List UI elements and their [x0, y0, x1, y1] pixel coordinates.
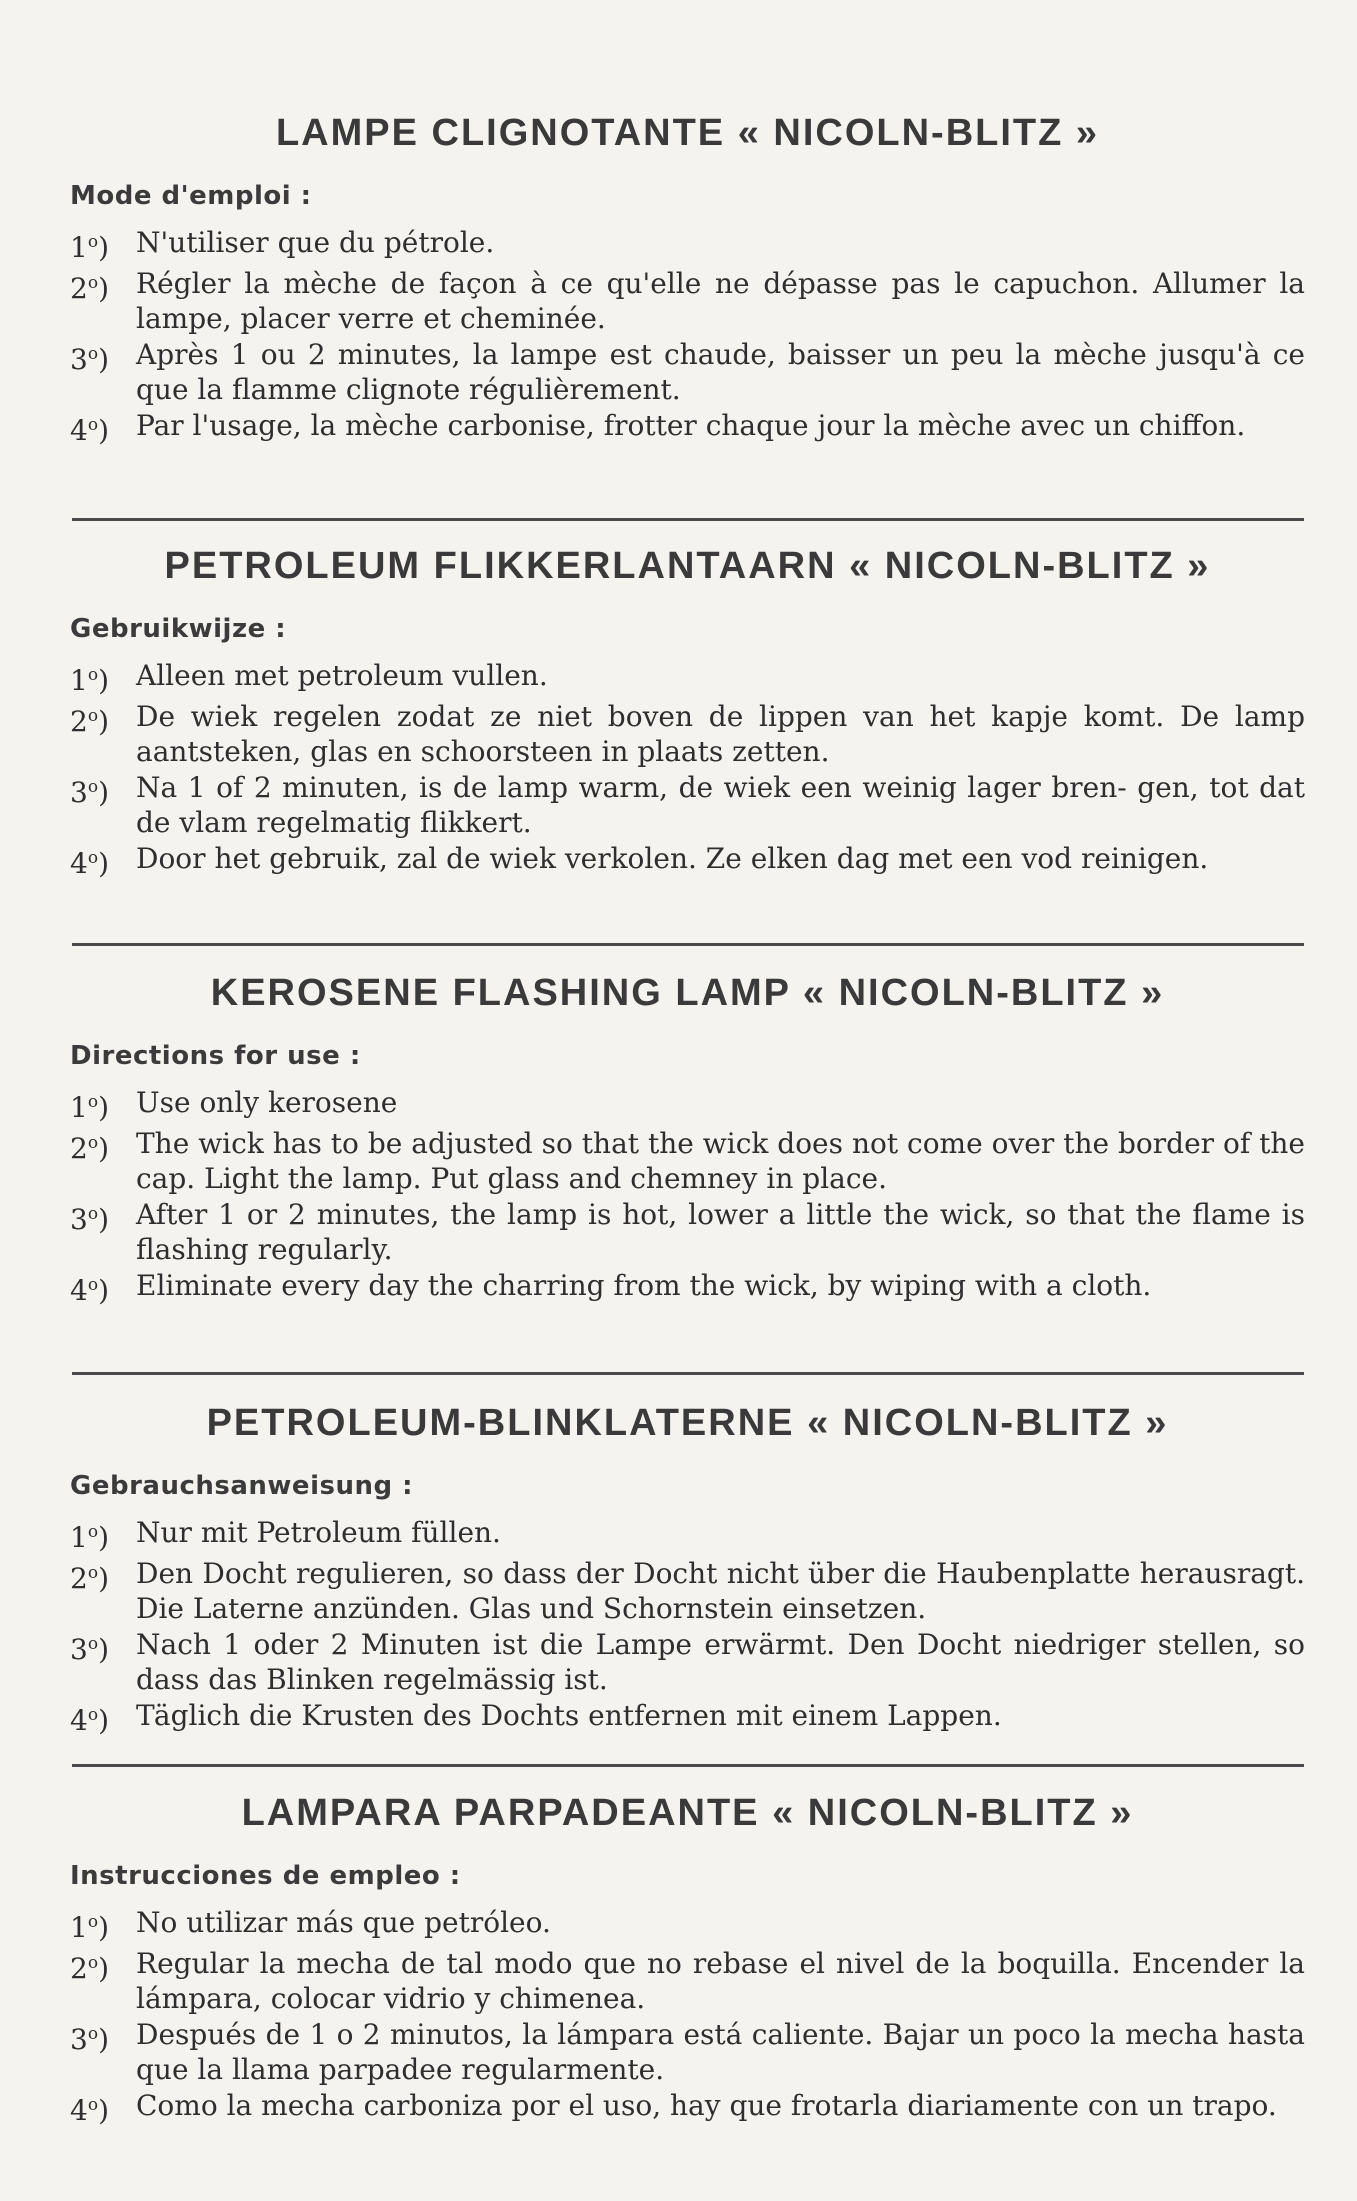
step-text: De wiek regelen zodat ze niet boven de lippen van het kapje komt. De lamp aantsteken, glas en schoorsteen in plaats zetten.	[136, 699, 1305, 768]
step-text: Después de 1 o 2 minutos, la lámpara está caliente. Bajar un poco la mecha hasta que la llama parpadee regularmente.	[136, 2017, 1305, 2086]
section-english	[70, 972, 1305, 1308]
step-number: 3$^o$)	[70, 2022, 110, 2056]
divider	[72, 1372, 1304, 1375]
step-number: 3$^o$)	[70, 775, 110, 809]
step-text: Use only kerosene	[136, 1086, 398, 1119]
step-number: 1$^o$)	[70, 664, 110, 697]
step-item	[70, 225, 1305, 266]
divider	[72, 518, 1304, 521]
step-item	[70, 658, 1305, 699]
step-text: Door het gebruik, zal de wiek verkolen. Ze elken dag met een vod reinigen.	[136, 841, 1209, 875]
divider	[72, 1764, 1304, 1767]
section-title: LAMPARA PARPADEANTE « NICOLN-BLITZ »	[241, 1792, 1134, 1834]
section-subtitle: Directions for use :	[70, 1041, 361, 1071]
steps-list	[70, 658, 1305, 881]
step-item	[70, 1515, 1305, 1556]
step-text: Täglich die Krusten des Dochts entfernen mit einem Lappen.	[136, 1698, 1002, 1732]
step-item	[70, 1946, 1305, 2017]
section-spanish	[70, 1792, 1305, 2128]
step-item	[70, 408, 1305, 449]
step-text: Na 1 of 2 minuten, is de lamp warm, de wiek een weinig lager bren- gen, tot dat de vlam regelmatig flikkert.	[136, 770, 1305, 839]
step-item	[70, 1268, 1305, 1309]
step-number: 3$^o$)	[70, 1202, 110, 1236]
step-number: 1$^o$)	[70, 1911, 110, 1944]
step-item	[70, 770, 1305, 841]
step-number: 4$^o$)	[70, 1273, 110, 1307]
section-title: PETROLEUM FLIKKERLANTAARN « NICOLN-BLITZ »	[164, 545, 1211, 587]
step-item	[70, 1698, 1305, 1739]
steps-list	[70, 1515, 1305, 1738]
step-text: Par l'usage, la mèche carbonise, frotter chaque jour la mèche avec un chiffon.	[136, 408, 1246, 442]
step-text: The wick has to be adjusted so that the wick does not come over the border of the cap. Light the lamp. Put glass and chemney in place.	[136, 1126, 1305, 1195]
step-item	[70, 1905, 1305, 1946]
step-text: After 1 or 2 minutes, the lamp is hot, lower a little the wick, so that the flame is flashing regularly.	[136, 1197, 1305, 1266]
step-text: Après 1 ou 2 minutes, la lampe est chaude, baisser un peu la mèche jusqu'à ce que la flamme clignote régulièrement.	[136, 337, 1305, 406]
step-text: Nach 1 oder 2 Minuten ist die Lampe erwärmt. Den Docht niedriger stellen, so dass das Blinken regelmässig ist.	[136, 1627, 1305, 1696]
section-title: LAMPE CLIGNOTANTE « NICOLN-BLITZ »	[275, 112, 1100, 154]
step-item	[70, 699, 1305, 770]
step-number: 2$^o$)	[70, 271, 110, 305]
step-item	[70, 1085, 1305, 1126]
step-item	[70, 266, 1305, 337]
step-number: 4$^o$)	[70, 413, 110, 447]
step-number: 1$^o$)	[70, 231, 110, 264]
step-text: Eliminate every day the charring from the wick, by wiping with a cloth.	[136, 1268, 1152, 1302]
step-text: Regular la mecha de tal modo que no rebase el nivel de la boquilla. Encender la lámpara, colocar vidrio y chimenea.	[136, 1946, 1305, 2015]
step-number: 1$^o$)	[70, 1091, 110, 1124]
step-number: 3$^o$)	[70, 342, 110, 376]
step-text: N'utiliser que du pétrole.	[136, 226, 495, 259]
section-title: KEROSENE FLASHING LAMP « NICOLN-BLITZ »	[210, 972, 1165, 1014]
step-item	[70, 1627, 1305, 1698]
section-subtitle: Gebruikwijze :	[70, 614, 287, 644]
section-french	[70, 112, 1305, 448]
step-number: 4$^o$)	[70, 846, 110, 880]
step-text: Nur mit Petroleum füllen.	[136, 1516, 501, 1549]
step-text: Como la mecha carboniza por el uso, hay que frotarla diariamente con un trapo.	[136, 2088, 1277, 2122]
step-number: 2$^o$)	[70, 1131, 110, 1165]
step-text: Régler la mèche de façon à ce qu'elle ne dépasse pas le capuchon. Allumer la lampe, placer verre et cheminée.	[136, 266, 1305, 335]
section-subtitle: Gebrauchsanweisung :	[70, 1471, 414, 1501]
divider	[72, 943, 1304, 946]
step-number: 4$^o$)	[70, 2093, 110, 2127]
step-item	[70, 841, 1305, 882]
section-dutch	[70, 545, 1305, 881]
step-text: Den Docht regulieren, so dass der Docht nicht über die Haubenplatte herausragt. Die Laterne anzünden. Glas und Schornstein einsetzen.	[136, 1556, 1305, 1625]
steps-list	[70, 1905, 1305, 2128]
step-number: 2$^o$)	[70, 1951, 110, 1985]
section-german	[70, 1402, 1305, 1738]
step-text: No utilizar más que petróleo.	[136, 1906, 551, 1939]
step-number: 2$^o$)	[70, 704, 110, 738]
step-text: Alleen met petroleum vullen.	[136, 659, 548, 692]
step-item	[70, 337, 1305, 408]
step-number: 3$^o$)	[70, 1632, 110, 1666]
steps-list	[70, 1085, 1305, 1308]
step-item	[70, 1556, 1305, 1627]
step-item	[70, 2088, 1305, 2129]
step-number: 2$^o$)	[70, 1561, 110, 1595]
section-subtitle: Instrucciones de empleo :	[70, 1861, 461, 1891]
steps-list	[70, 225, 1305, 448]
step-item	[70, 2017, 1305, 2088]
step-item	[70, 1126, 1305, 1197]
step-number: 4$^o$)	[70, 1703, 110, 1737]
step-number: 1$^o$)	[70, 1521, 110, 1554]
step-item	[70, 1197, 1305, 1268]
section-title: PETROLEUM-BLINKLATERNE « NICOLN-BLITZ »	[206, 1402, 1169, 1444]
section-subtitle: Mode d'emploi :	[70, 181, 312, 211]
